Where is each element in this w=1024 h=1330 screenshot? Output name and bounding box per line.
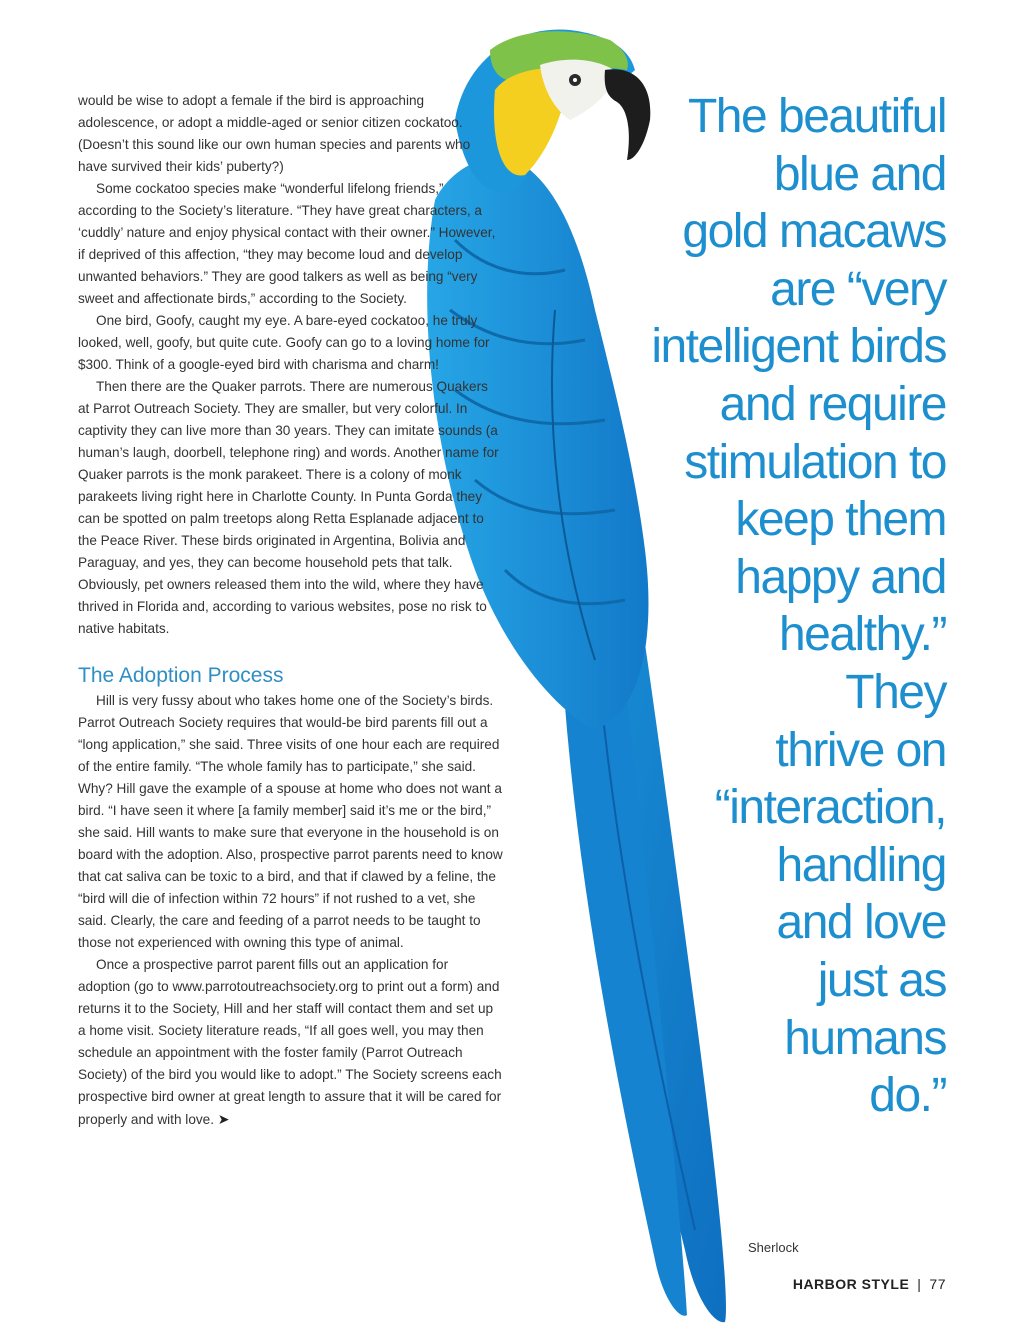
footer-separator: | [917,1276,922,1292]
pull-quote-line: are “very [770,262,946,316]
article-paragraph: Then there are the Quaker parrots. There are numerous Quakers at Parrot Outreach Society. They are smaller, but very colorful. In captivity they can live more than 30 years. They can imitate sounds (a human’s laugh, doorbell, telephone ring) and words. Another name for Quaker parrots is the monk parakeet. There is a colony of monk parakeets living right here in Charlotte County. In Punta Gorda they can be spotted on palm treetops along Retta Esplanade adjacent to the Peace River. These birds originated in Argentina, Bolivia and Paraguay, and yes, they can become household pets that talk. Obviously, pet owners released them into the wild, where they have thrived in Florida and, according to various websites, pose no risk to native habitats. [78,379,499,636]
pull-quote-line: The beautiful [687,90,946,143]
section-heading: The Adoption Process [78,664,284,687]
pull-quote-line: “interaction, [714,781,946,835]
article-paragraph: One bird, Goofy, caught my eye. A bare-eyed cockatoo, he truly looked, well, goofy, but quite cute. Goofy can go to a loving home for $300. Think of a google-eyed bird with charisma and charm! [78,313,490,372]
pull-quote-line: They [845,665,946,719]
pull-quote-line: handling [776,838,946,892]
article-paragraph-text: Once a prospective parrot parent fills out an application for adoption (go to www.parrotoutreachsociety.org to print out a form) and returns it to the Society, Hill and her staff will contact them and set up a home visit. Society literature reads, “If all goes well, you may then schedule an appointment with the foster family (Parrot Outreach Society) of the bird you would like to adopt.” The Society screens each prospective bird owner at great length to assure that it will be cared for properly and with love. [78,957,502,1127]
publication-name: HARBOR STYLE [792,1276,910,1292]
article-paragraph [78,954,503,1131]
pull-quote-line: stimulation to [684,435,946,489]
pull-quote-line: healthy.” [778,608,946,662]
pull-quote-line: thrive on [775,723,946,777]
article-paragraph: Hill is very fussy about who takes home one of the Society’s birds. Parrot Outreach Society requires that would-be bird parents fill out a “long application,” she said. Three visits of one hour each are required of the entire family. “The whole family has to participate,” she said. Why? Hill gave the example of a spouse at home who does not want a bird. “I have seen it where [a family member] said it’s me or the bird,” she said. Hill wants to make sure that everyone in the household is on board with the adoption. Also, prospective parrot parents need to know that cat saliva can be toxic to a bird, and that if clawed by a feline, the “bird will die of infection within 72 hours” if not rushed to a vet, she said. Clearly, the care and feeding of a parrot needs to be taught to those not experienced with owning this type of animal. [78,693,503,950]
pull-quote-line: gold macaws [682,205,946,259]
photo-caption: Sherlock [748,1240,799,1255]
continue-arrow-icon: ➤ [217,1111,230,1127]
pull-quote-line: just as [817,953,946,1007]
pull-quote-line: happy and [735,550,946,604]
pull-quote-line: keep them [735,493,946,547]
pull-quote [616,88,946,1125]
pull-quote-line: and love [776,896,946,950]
article-paragraph: would be wise to adopt a female if the bird is approaching adolescence, or adopt a middle-aged or senior citizen cockatoo. (Doesn’t this sound like our own human species and parents who have survived their kids’ puberty?) [78,93,471,174]
pull-quote-line: humans [784,1011,946,1065]
pull-quote-line: intelligent birds [651,320,946,374]
pull-quote-line: do.” [869,1069,946,1123]
article-column [78,90,503,1131]
article-paragraph: Some cockatoo species make “wonderful lifelong friends,” according to the Society’s literature. “They have great characters, a ‘cuddly’ nature and enjoy physical contact with their owner.” However, if deprived of this affection, “they may become loud and develop unwanted behaviors.” They are good talkers as well as being “very sweet and affectionate birds,” according to the Society. [78,181,496,306]
pull-quote-line: and require [719,377,946,431]
page-footer [793,1276,946,1292]
page-number: 77 [929,1276,946,1292]
pull-quote-line: blue and [773,147,946,201]
